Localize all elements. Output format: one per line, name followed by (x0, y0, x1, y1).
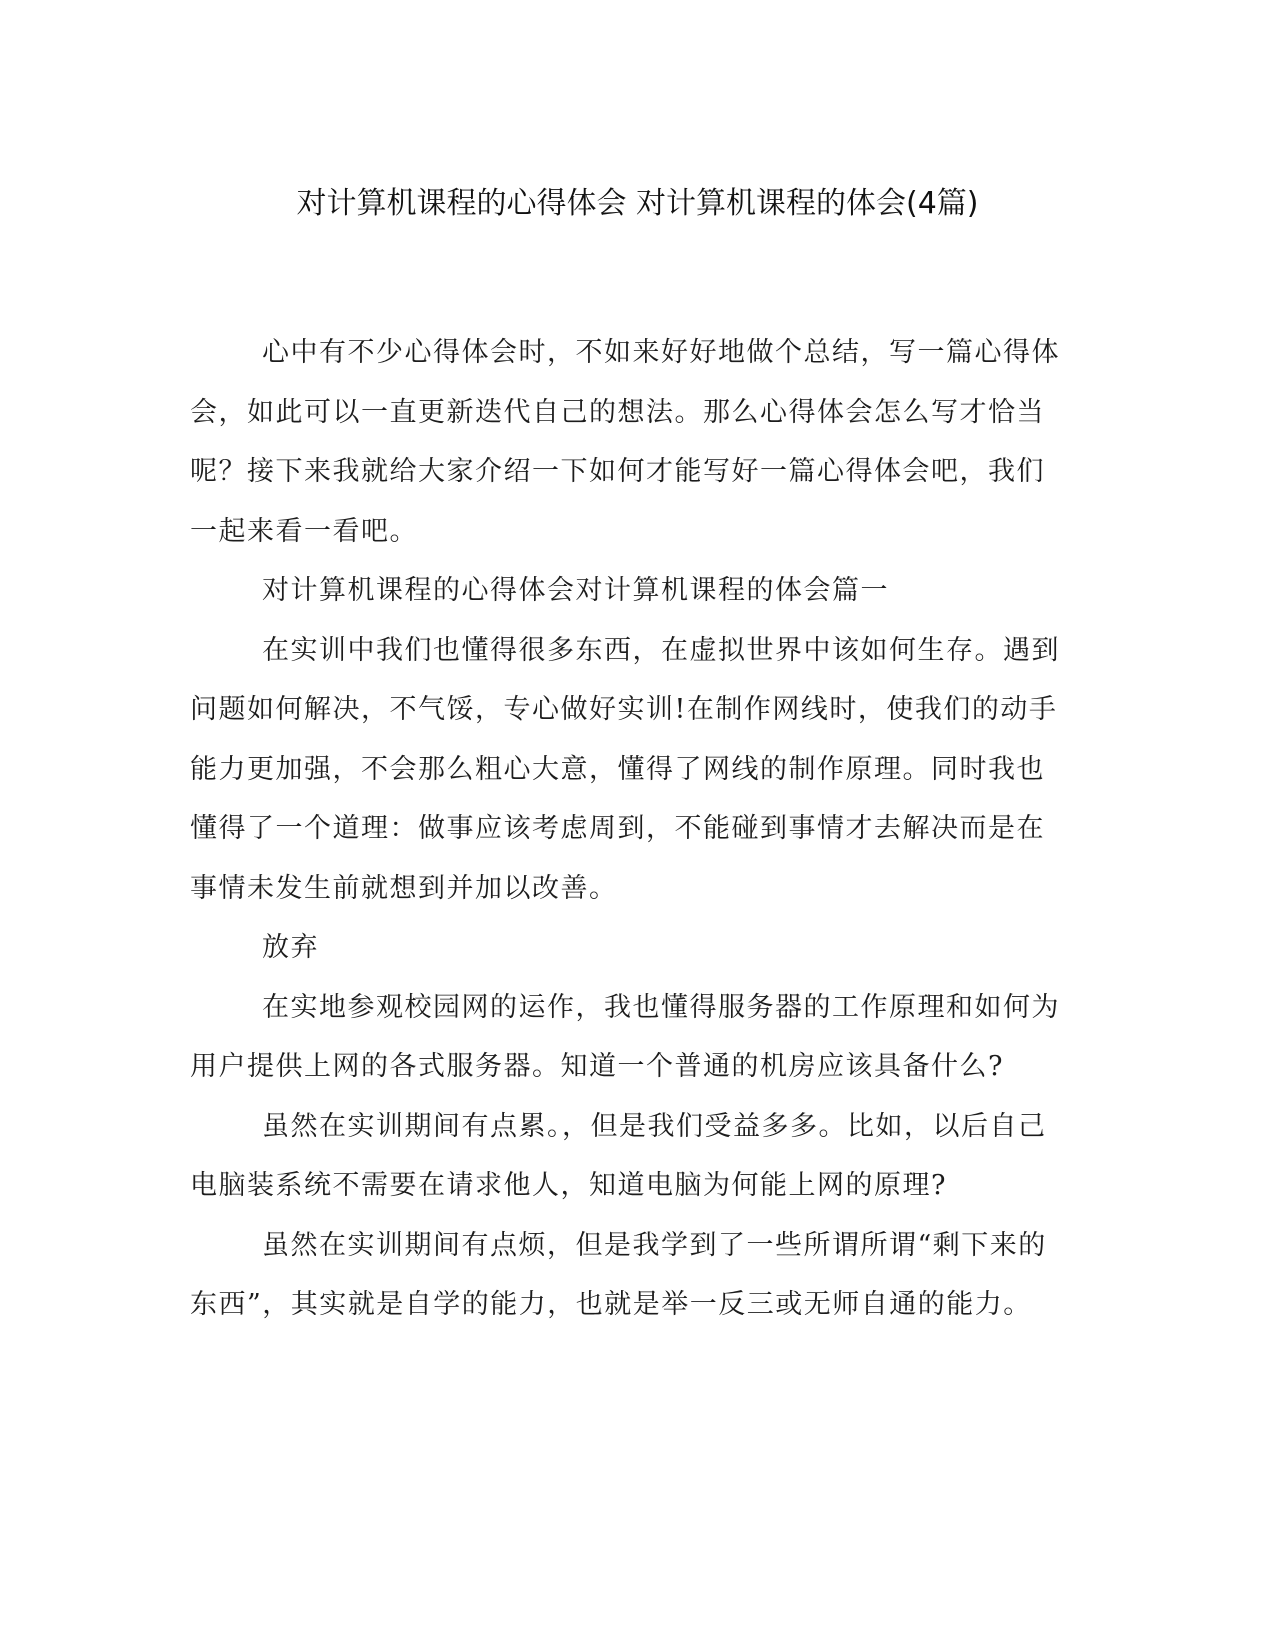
document-body (190, 323, 1070, 1335)
paragraph-intro (190, 323, 1070, 561)
text-line: 电脑装系统不需要在请求他人，知道电脑为何能上网的原理? (190, 1170, 947, 1201)
paragraph-self-learning (190, 1216, 1070, 1335)
text-line: 呢？接下来我就给大家介绍一下如何才能写好一篇心得体会吧，我们 (190, 456, 1045, 487)
text-line: 在实地参观校园网的运作，我也懂得服务器的工作原理和如何为 (262, 991, 1060, 1023)
text-line: 心中有不少心得体会时，不如来好好地做个总结，写一篇心得体 (262, 337, 1060, 368)
document-title: 对计算机课程的心得体会 对计算机课程的体会(4篇) (296, 186, 979, 221)
text-line: 会，如此可以一直更新迭代自己的想法。那么心得体会怎么写才恰当 (190, 396, 1045, 428)
text-line: 对计算机课程的心得体会对计算机课程的体会篇一 (262, 575, 889, 606)
paragraph-giveup (190, 918, 1070, 978)
text-line: 事情未发生前就想到并加以改善。 (190, 872, 618, 904)
text-line: 一起来看一看吧。 (190, 515, 418, 547)
text-line: 虽然在实训期间有点累。，但是我们受益多多。比如，以后自己 (262, 1110, 1047, 1142)
text-line: 用户提供上网的各式服务器。知道一个普通的机房应该具备什么? (190, 1051, 1004, 1082)
text-line: 放弃 (262, 932, 319, 963)
text-line: 在实训中我们也懂得很多东西，在虚拟世界中该如何生存。遇到 (262, 634, 1060, 666)
paragraph-benefits (190, 1097, 1070, 1216)
text-line: 虽然在实训期间有点烦，但是我学到了一些所谓所谓“剩下来的 (262, 1229, 1047, 1261)
paragraph-campus-network (190, 978, 1070, 1097)
text-line: 能力更加强，不会那么粗心大意，懂得了网线的制作原理。同时我也 (190, 753, 1045, 785)
paragraph-training (190, 621, 1070, 919)
section-heading (190, 561, 1070, 621)
text-line: 问题如何解决，不气馁，专心做好实训!在制作网线时，使我们的动手 (190, 694, 1058, 725)
text-line: 懂得了一个道理：做事应该考虑周到，不能碰到事情才去解决而是在 (190, 813, 1045, 844)
text-line: 东西”，其实就是自学的能力，也就是举一反三或无师自通的能力。 (190, 1289, 1032, 1320)
